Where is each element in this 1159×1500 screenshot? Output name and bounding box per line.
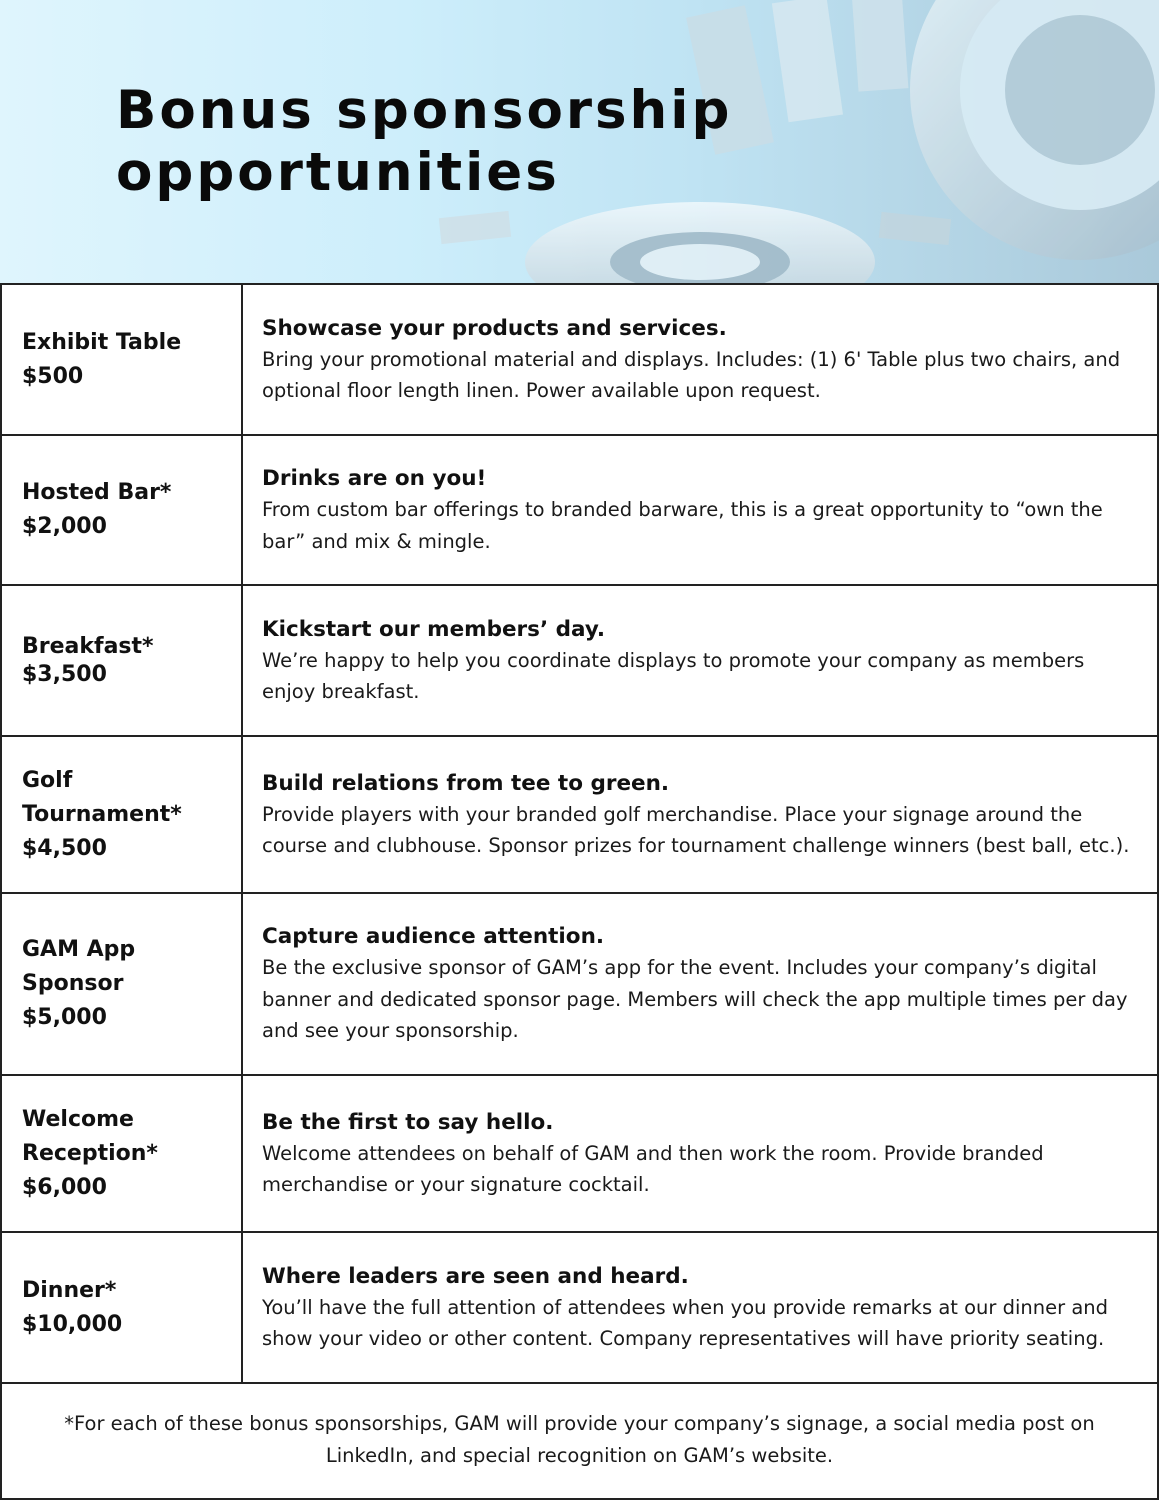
sponsorship-description-cell: [242, 284, 1158, 435]
sponsorship-headline: Kickstart our members’ day.: [262, 616, 606, 642]
sponsorship-price: $5,000: [22, 1005, 107, 1030]
sponsorship-headline: Build relations from tee to green.: [262, 770, 670, 796]
sponsorship-description-cell: [242, 1075, 1158, 1232]
sponsorship-name-cell: [1, 893, 242, 1075]
sponsorship-headline: Capture audience attention.: [262, 924, 605, 950]
sponsorship-name-cell: [1, 1075, 242, 1232]
sponsorship-name: GAM App Sponsor: [22, 937, 136, 996]
sponsorship-description-cell: [242, 1232, 1158, 1383]
sponsorship-description-cell: [242, 435, 1158, 585]
sponsorship-headline: Where leaders are seen and heard.: [262, 1263, 689, 1289]
sponsorship-price: $10,000: [22, 1311, 123, 1337]
table-row: [1, 435, 1158, 585]
sponsorship-price: $500: [22, 363, 84, 389]
header-banner: [0, 0, 1159, 284]
table-row: [1, 1075, 1158, 1232]
table-row: [1, 893, 1158, 1075]
sponsorship-name-cell: [1, 435, 242, 585]
footnote-text: *For each of these bonus sponsorships, GAM will provide your company’s signage, a social media post on LinkedIn, and special recognition on GAM’s website.: [64, 1412, 1095, 1467]
sponsorship-name: Golf Tournament*: [22, 767, 182, 827]
sponsorship-headline: Be the first to say hello.: [262, 1109, 554, 1135]
sponsorship-body: We’re happy to help you coordinate displays to promote your company as members enjoy breakfast.: [262, 648, 1085, 703]
sponsorship-name: Welcome Reception*: [22, 1106, 158, 1166]
sponsorship-headline: Drinks are on you!: [262, 466, 487, 491]
sponsorship-name-cell: [1, 1232, 242, 1383]
sponsorship-body: Provide players with your branded golf merchandise. Place your signage around the course and clubhouse. Sponsor prizes for tournament challenge winners (best ball, etc.).: [262, 802, 1130, 857]
sponsorship-name: Hosted Bar*: [22, 480, 172, 505]
sponsorship-price: $6,000: [22, 1174, 107, 1200]
sponsorship-name-cell: [1, 284, 242, 435]
sponsorship-name: Dinner*: [22, 1277, 117, 1303]
page-title-line-1: Bonus sponsorship: [116, 80, 733, 141]
table-row: [1, 284, 1158, 435]
sponsorship-name-cell: [1, 736, 242, 893]
sponsorship-headline: Showcase your products and services.: [262, 315, 727, 341]
table-row: [1, 585, 1158, 736]
sponsorship-body: From custom bar offerings to branded barware, this is a great opportunity to “own the bar” and mix & mingle.: [262, 498, 1103, 553]
sponsorship-name-cell: [1, 585, 242, 736]
sponsorship-body: Be the exclusive sponsor of GAM’s app for the event. Includes your company’s digital banner and dedicated sponsor page. Members will check the app multiple times per day and see your sponsorship.: [262, 956, 1128, 1043]
sponsorship-description-cell: [242, 736, 1158, 893]
sponsorship-body: You’ll have the full attention of attendees when you provide remarks at our dinner and show your video or other content. Company representatives will have priority seating.: [262, 1295, 1109, 1350]
sponsorship-price: $2,000: [22, 514, 107, 539]
table-row: [1, 736, 1158, 893]
sponsorship-body: Bring your promotional material and displays. Includes: (1) 6' Table plus two chairs, and optional floor length linen. Power available upon request.: [262, 347, 1121, 402]
sponsorship-description-cell: [242, 585, 1158, 736]
page-title-line-2: opportunities: [116, 142, 560, 203]
sponsorship-name: Breakfast*: [22, 633, 154, 659]
sponsorship-price: $4,500: [22, 835, 107, 861]
sponsorship-body: Welcome attendees on behalf of GAM and then work the room. Provide branded merchandise or your signature cocktail.: [262, 1141, 1044, 1196]
sponsorship-price: $3,500: [22, 661, 107, 687]
sponsorship-description-cell: [242, 893, 1158, 1075]
page-title: [116, 80, 732, 204]
table-row: [1, 1232, 1158, 1383]
footnote: [0, 1381, 1159, 1500]
sponsorship-name: Exhibit Table: [22, 329, 182, 355]
sponsorship-table: [0, 283, 1159, 1384]
